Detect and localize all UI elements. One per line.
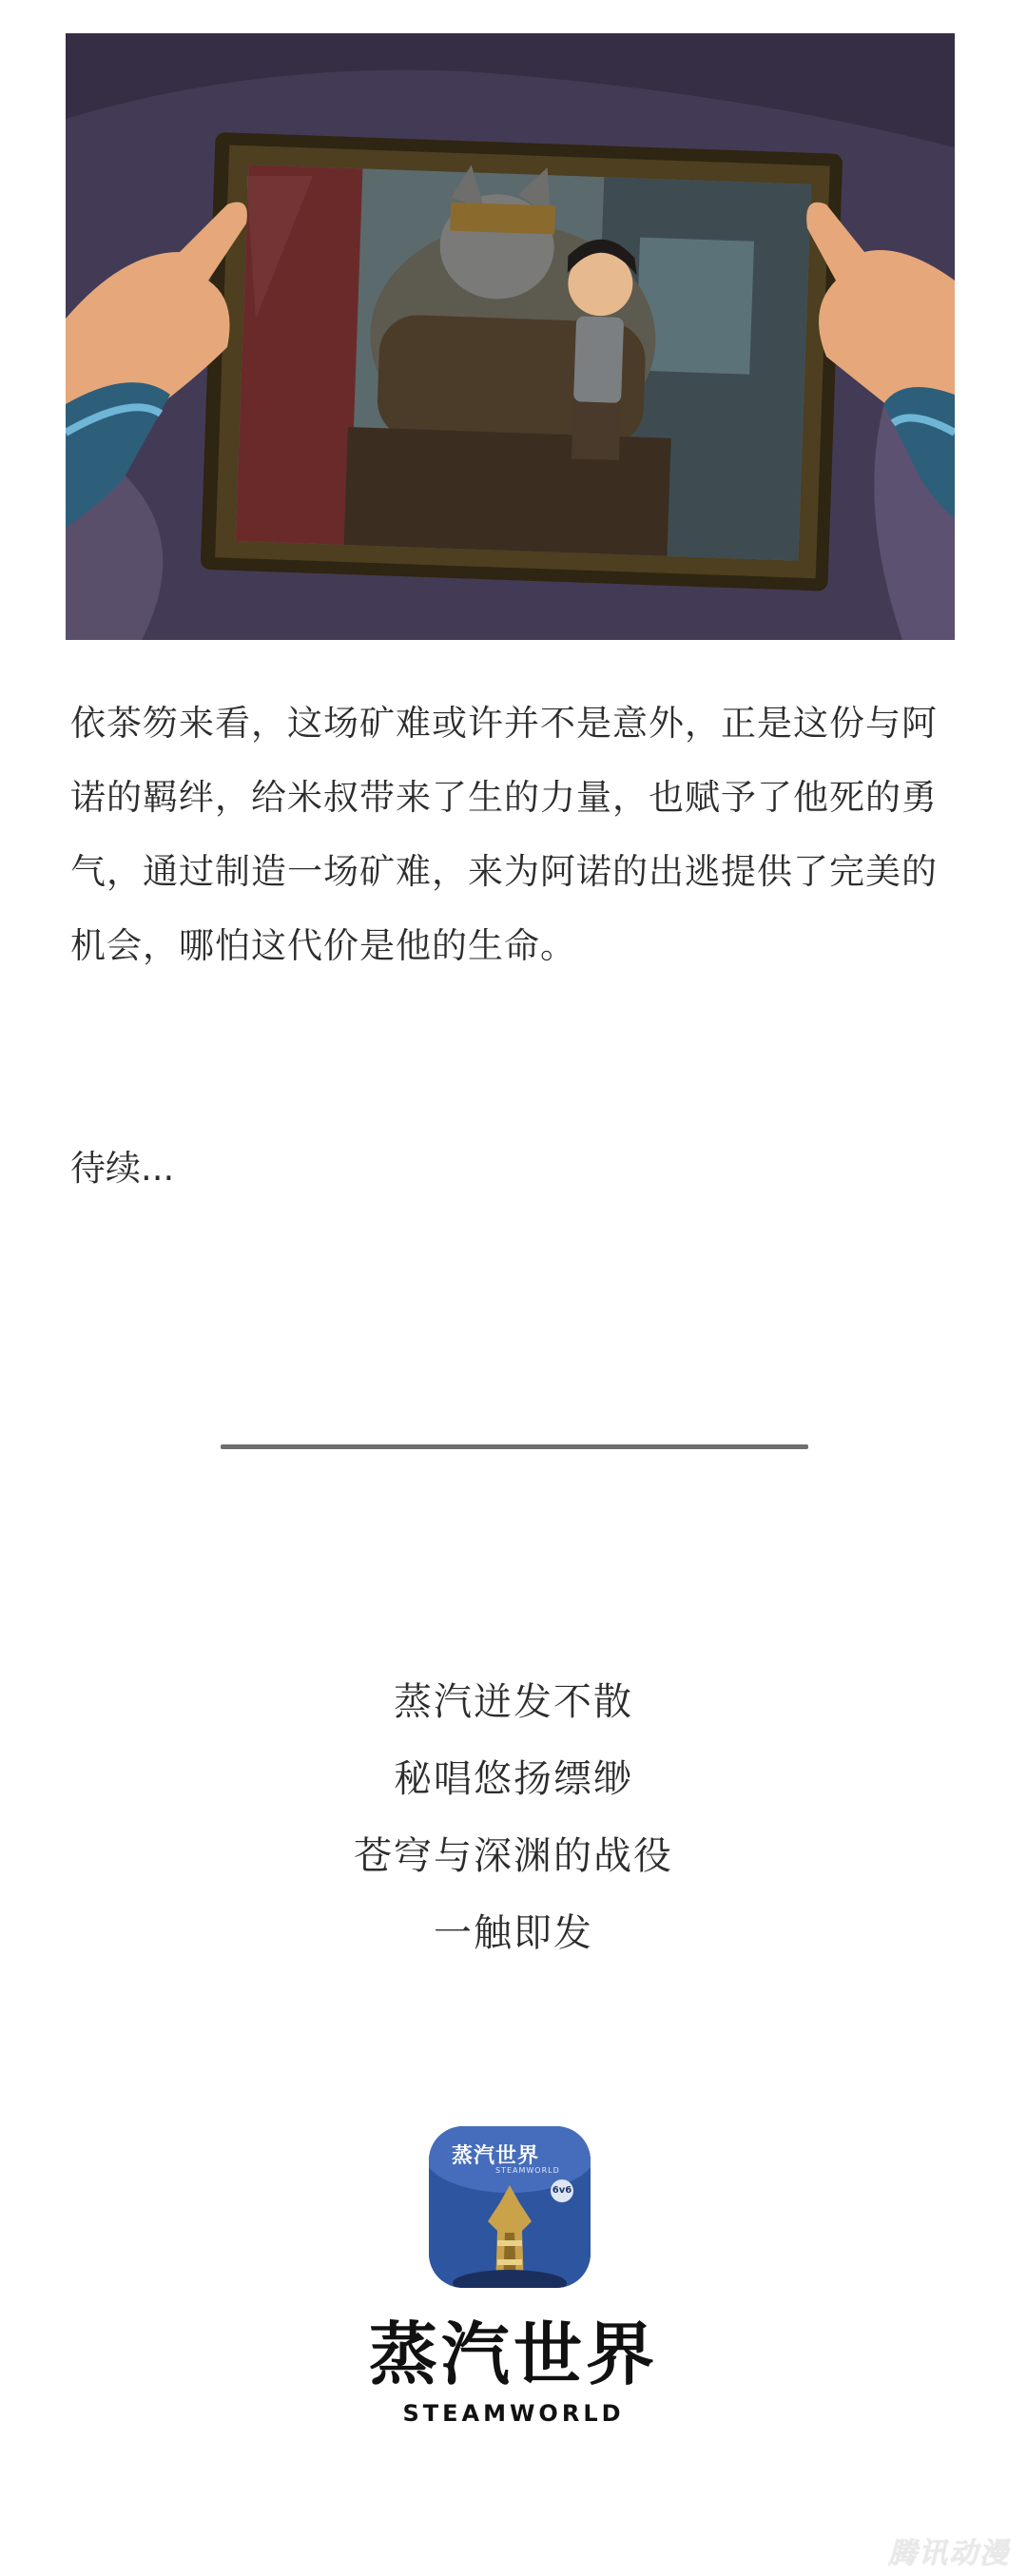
promo-poem xyxy=(0,1664,1027,1972)
to-be-continued-text: 待续... xyxy=(70,1148,175,1189)
photo-frame-illustration xyxy=(66,33,955,640)
poem-line-2: 秘唱悠扬缥缈 xyxy=(394,1757,633,1801)
brand-name-cn: 蒸汽世界 xyxy=(368,2315,658,2394)
icon-subtitle: STEAMWORLD xyxy=(495,2166,560,2175)
poem-line-4: 一触即发 xyxy=(434,1911,593,1955)
section-divider xyxy=(221,1444,808,1449)
brand-name-en: STEAMWORLD xyxy=(402,2400,625,2427)
poem-line-3: 苍穹与深渊的战役 xyxy=(354,1834,673,1878)
icon-title: 蒸汽世界 xyxy=(452,2144,540,2168)
app-icon[interactable] xyxy=(429,2126,591,2288)
poem-line-1: 蒸汽迸发不散 xyxy=(394,1680,633,1724)
icon-badge: 6v6 xyxy=(551,2179,573,2202)
story-paragraph: 依茶笏来看，这场矿难或许并不是意外，正是这份与阿诺的羁绊，给米叔带来了生的力量，也赋予了他死的勇气，通过制造一场矿难，来为阿诺的出逃提供了完美的机会，哪怕这代价是他的生命。 xyxy=(70,703,938,966)
watermark-logo: 腾讯动漫 xyxy=(888,2537,1010,2570)
comic-illustration xyxy=(66,33,955,640)
